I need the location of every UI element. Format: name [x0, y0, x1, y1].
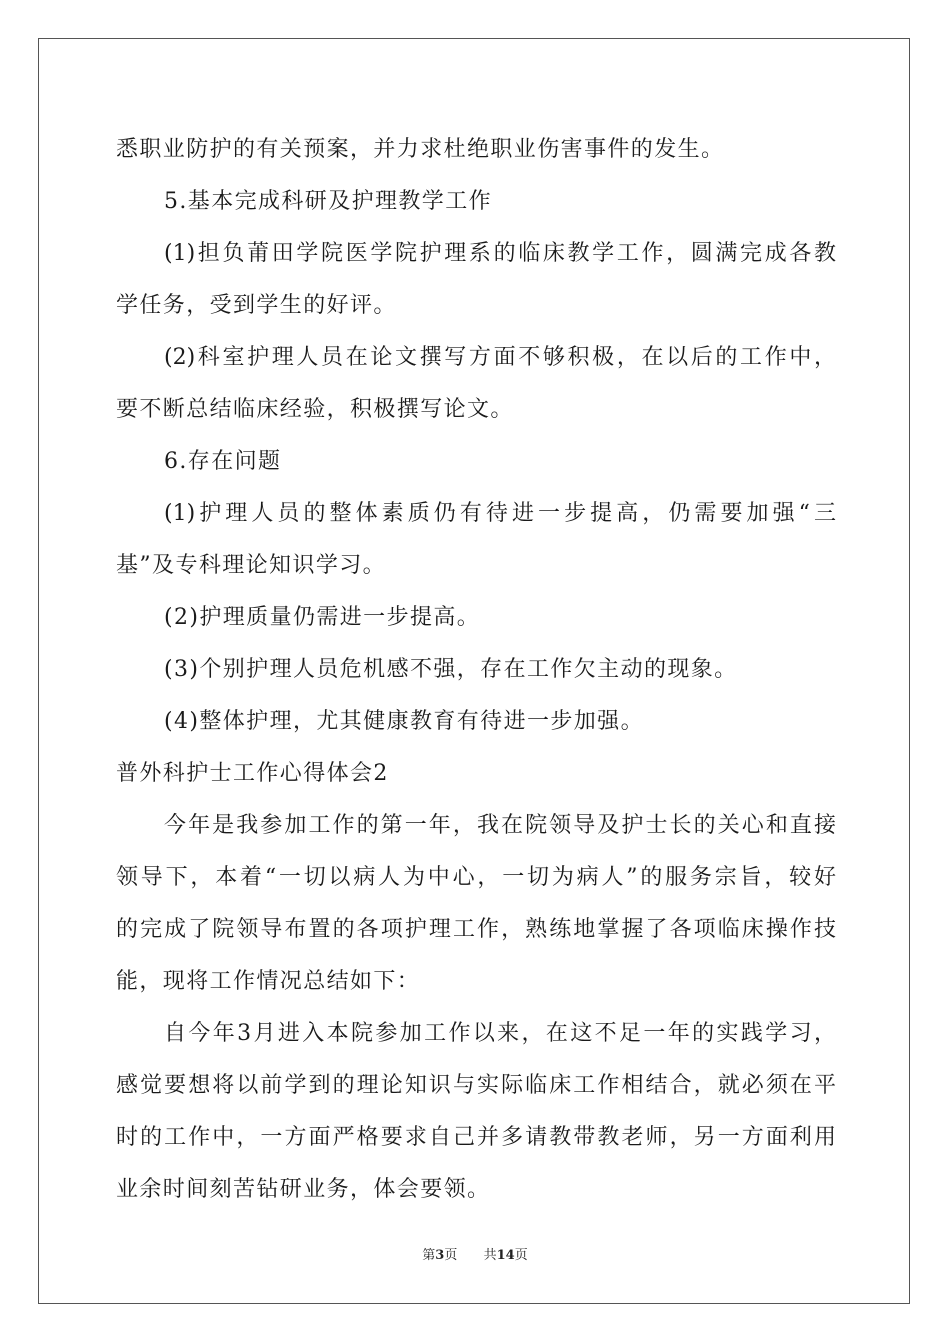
paragraph-line: 自今年3月进入本院参加工作以来，在这不足一年的实践学习，	[164, 1021, 836, 1046]
page-suffix: 页	[444, 1248, 458, 1263]
paragraph-line: (2)护理质量仍需进一步提高。	[164, 605, 481, 630]
total-pages: 14	[496, 1248, 515, 1263]
paragraph-line: 能，现将工作情况总结如下：	[116, 969, 421, 994]
paragraph-line: (1)护理人员的整体素质仍有待进一步提高，仍需要加强“三	[164, 501, 836, 526]
total-suffix: 页	[514, 1248, 528, 1263]
page-indicator	[422, 1246, 457, 1266]
paragraph-line: (3)个别护理人员危机感不强，存在工作欠主动的现象。	[164, 657, 738, 682]
paragraph-line: 今年是我参加工作的第一年，我在院领导及护士长的关心和直接	[164, 813, 836, 838]
paragraph-line: (2)科室护理人员在论文撰写方面不够积极，在以后的工作中，	[164, 345, 836, 370]
page-prefix: 第	[422, 1248, 436, 1263]
section-heading: 6.存在问题	[164, 449, 282, 474]
total-pages-indicator	[484, 1246, 528, 1266]
page-number: 3	[435, 1248, 445, 1263]
paragraph-line: 业余时间刻苦钻研业务，体会要领。	[116, 1177, 491, 1202]
paragraph-line: 领导下，本着“一切以病人为中心，一切为病人”的服务宗旨，较好	[116, 865, 836, 890]
section-heading: 5.基本完成科研及护理教学工作	[164, 189, 492, 214]
paragraph-line: 悉职业防护的有关预案，并力求杜绝职业伤害事件的发生。	[116, 137, 725, 162]
paragraph-line: 学任务，受到学生的好评。	[116, 293, 397, 318]
paragraph-line: (1)担负莆田学院医学院护理系的临床教学工作，圆满完成各教	[164, 241, 836, 266]
paragraph-line: 时的工作中，一方面严格要求自己并多请教带教老师，另一方面利用	[116, 1125, 836, 1150]
page-footer	[0, 1246, 950, 1266]
paragraph-line: 基”及专科理论知识学习。	[116, 553, 387, 578]
paragraph-line: 要不断总结临床经验，积极撰写论文。	[116, 397, 514, 422]
paragraph-line: 的完成了院领导布置的各项护理工作，熟练地掌握了各项临床操作技	[116, 917, 836, 942]
total-prefix: 共	[483, 1248, 497, 1263]
paragraph-line: 感觉要想将以前学到的理论知识与实际临床工作相结合，就必须在平	[116, 1073, 836, 1098]
paragraph-line: (4)整体护理，尤其健康教育有待进一步加强。	[164, 709, 644, 734]
article-title: 普外科护士工作心得体会2	[116, 761, 389, 786]
